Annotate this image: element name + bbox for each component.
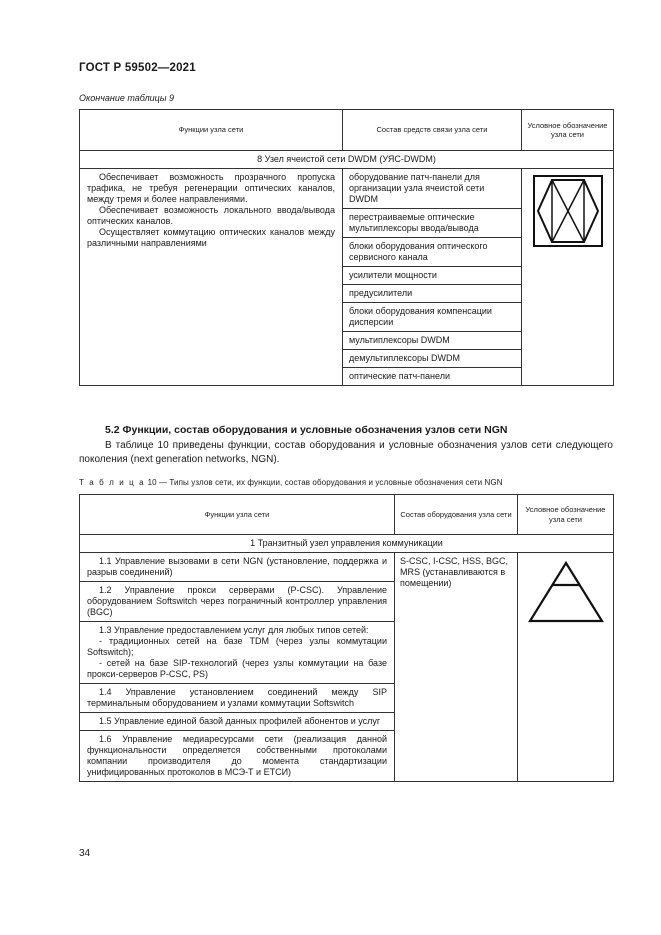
function-cell <box>80 713 395 731</box>
function-cell <box>80 684 395 713</box>
function-text: 1.1 Управление вызовами в сети NGN (установление, поддержка и разрыв соединений) <box>87 556 387 577</box>
group-row <box>80 151 614 169</box>
table-10 <box>79 494 614 782</box>
symbol-cell <box>522 169 614 386</box>
function-text: 1.6 Управление медиаресурсами сети (реализация данной функциональности определяется собственными протоколами компании производителя до момента стандартизации унифицированных протоколов в МСЭ-Т и ЕТСИ) <box>87 734 387 777</box>
section-title: 5.2 Функции, состав оборудования и условные обозначения узлов сети NGN <box>105 424 508 436</box>
function-text: 1.2 Управление прокси серверами (P-CSC). Управление оборудованием Softswitch через пограничный контроллер управления (BGC) <box>87 585 387 617</box>
function-text: Обеспечивает возможность прозрачного пропуска трафика, не требуя регенерации оптических каналов, между тремя и более направлениями. <box>87 172 335 204</box>
function-cell <box>80 622 395 684</box>
column-header: Условное обозначение узла сети <box>522 110 614 151</box>
component-item: мультиплексоры DWDM <box>343 332 521 350</box>
caption-prefix: Т а б л и ц а <box>79 478 146 487</box>
components-cell <box>343 169 522 386</box>
symbol-cell <box>518 553 614 782</box>
function-text: 1.5 Управление единой базой данных профилей абонентов и услуг <box>99 716 381 726</box>
component-item: усилители мощности <box>343 267 521 285</box>
components-cell: S-CSC, I-CSC, HSS, BGC, MRS (устанавливаются в помещении) <box>395 553 518 782</box>
mesh-node-dwdm-icon <box>532 174 604 248</box>
function-cell <box>80 731 395 782</box>
standard-title: ГОСТ Р 59502—2021 <box>79 62 196 74</box>
transit-node-triangle-icon <box>526 559 606 625</box>
group-row <box>80 535 614 553</box>
component-item: демультиплексоры DWDM <box>343 350 521 368</box>
table-row <box>80 169 614 386</box>
table-header-row <box>80 495 614 535</box>
column-header: Состав оборудования узла сети <box>395 495 518 535</box>
component-item: оптические патч-панели <box>349 371 451 381</box>
table-9 <box>79 109 614 386</box>
component-item: перестраиваемые оптические мультиплексоры ввода/вывода <box>343 209 521 238</box>
function-cell <box>80 582 395 622</box>
table-row <box>80 553 614 582</box>
functions-cell <box>80 169 343 386</box>
function-text: Осуществляет коммутацию оптических каналов между различными направлениями <box>87 227 335 248</box>
group-title: 8 Узел ячеистой сети DWDM (УЯС-DWDM) <box>80 151 614 169</box>
column-header: Условное обозначение узла сети <box>518 495 614 535</box>
table-header-row <box>80 110 614 151</box>
component-item: предусилители <box>343 285 521 303</box>
section-paragraph <box>79 439 613 467</box>
function-text: 1.4 Управление установлением соединений между SIP терминальным оборудованием и узлами коммутации Softswitch <box>87 687 387 708</box>
function-subitem: - традиционных сетей на базе TDM (через узлы коммутации Softswitch); <box>87 636 387 657</box>
column-header: Функции узла сети <box>80 495 395 535</box>
component-item: блоки оборудования компенсации дисперсии <box>343 303 521 332</box>
paragraph-text: В таблице 10 приведены функции, состав оборудования и условные обозначения узлов сети следующего поколения (next generation networks, NGN). <box>79 440 613 465</box>
group-title: 1 Транзитный узел управления коммуникации <box>80 535 614 553</box>
table-continuation-title: Окончание таблицы 9 <box>79 93 174 103</box>
table-10-caption <box>79 478 503 487</box>
component-item: блоки оборудования оптического сервисного канала <box>343 238 521 267</box>
component-item: оборудование патч-панели для организации узла ячеистой сети DWDM <box>343 169 521 209</box>
function-text: 1.3 Управление предоставлением услуг для любых типов сетей: <box>99 625 369 635</box>
column-header: Функции узла сети <box>80 110 343 151</box>
caption-text: 10 — Типы узлов сети, их функции, состав оборудования и условные обозначения сети NGN <box>147 478 503 487</box>
column-header: Состав средств связи узла сети <box>343 110 522 151</box>
function-text: Обеспечивает возможность локального ввода/вывода оптических каналов. <box>87 205 335 226</box>
function-subitem: - сетей на базе SIP-технологий (через узлы коммутации на базе прокси-серверов P-CSC, PS) <box>87 658 387 679</box>
function-cell <box>80 553 395 582</box>
page-number: 34 <box>79 848 91 859</box>
